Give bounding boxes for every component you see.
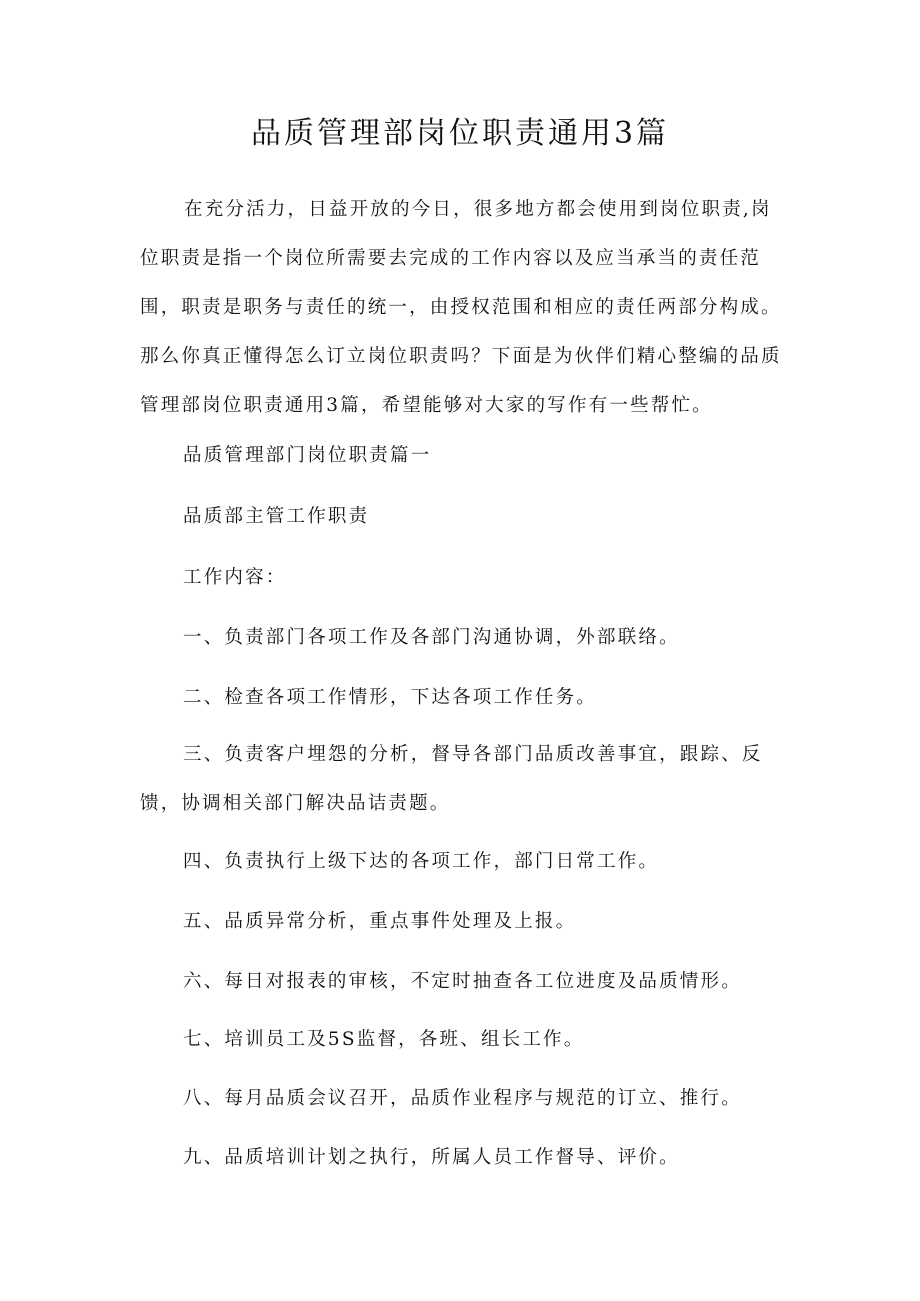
- intro-paragraph: 在充分活力，日益开放的今日，很多地方都会使用到岗位职责,岗位职责是指一个岗位所需要去完成的工作内容以及应当承当的责任范围，职责是职务与责任的统一，由授权范围和相应的责任两部分构成。那么你真正懂得怎么订立岗位职责吗？下面是为伙伴们精心整编的品质管理部岗位职责通用3篇，希望能够对大家的写作有一些帮忙。: [140, 199, 782, 416]
- duty-item-1: 一、负责部门各项工作及各部门沟通协调，外部联络。: [183, 627, 680, 648]
- content-label: 工作内容：: [183, 567, 287, 588]
- duty-item-5: 五、品质异常分析，重点事件处理及上报。: [183, 911, 577, 932]
- document-title: 品质管理部岗位职责通用3篇: [250, 116, 670, 151]
- duty-item-4: 四、负责执行上级下达的各项工作，部门日常工作。: [183, 851, 660, 872]
- section-heading: 品质管理部门岗位职责篇一: [183, 445, 432, 466]
- duty-item-3: 三、负责客户埋怨的分析，督导各部门品质改善事宜，跟踪、反馈，协调相关部门解决品诘责题。: [140, 744, 763, 814]
- role-heading: 品质部主管工作职责: [183, 506, 370, 527]
- duty-item-6: 六、每日对报表的审核，不定时抽查各工位进度及品质情形。: [183, 971, 742, 992]
- duty-item-7: 七、培训员工及5S监督，各班、组长工作。: [183, 1029, 585, 1050]
- duty-item-8: 八、每月品质会议召开，品质作业程序与规范的订立、推行。: [183, 1088, 742, 1109]
- duty-item-2: 二、检查各项工作情形，下达各项工作任务。: [183, 687, 598, 708]
- duty-item-9: 九、品质培训计划之执行，所属人员工作督导、评价。: [183, 1147, 680, 1168]
